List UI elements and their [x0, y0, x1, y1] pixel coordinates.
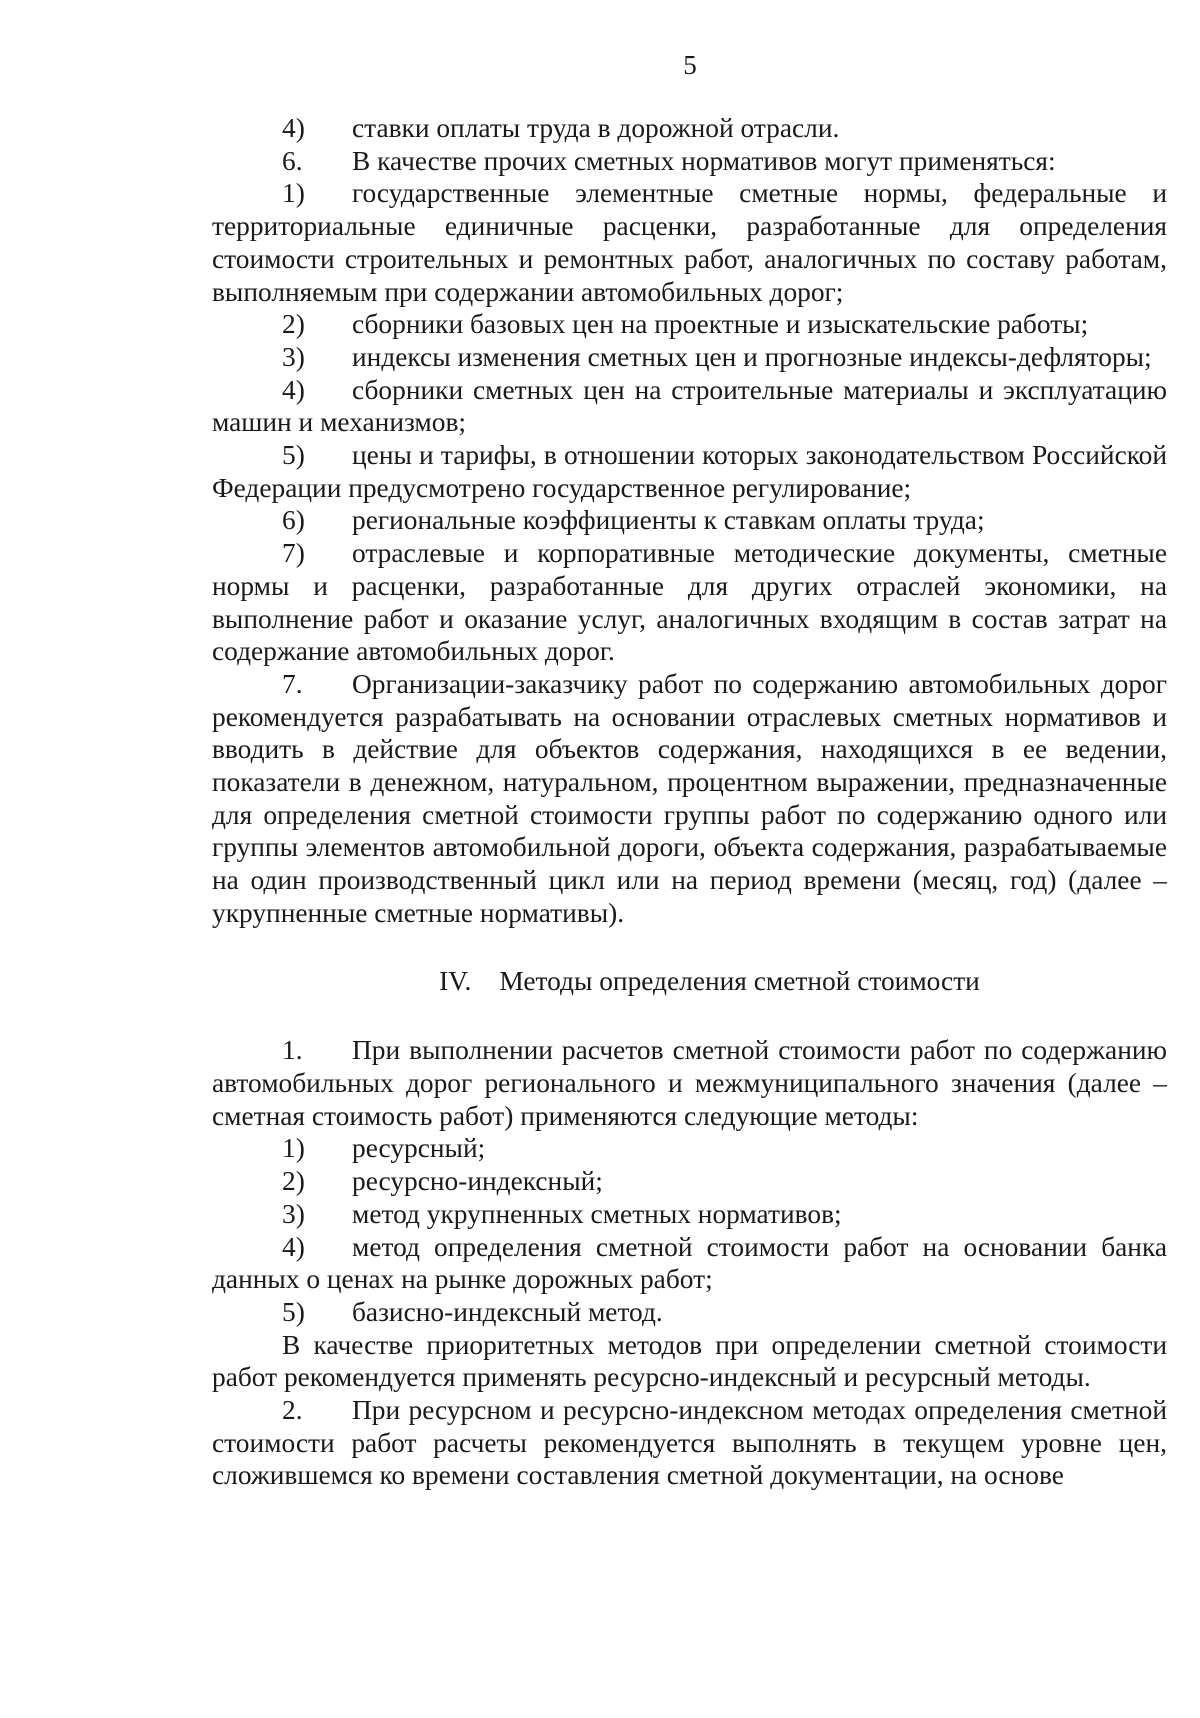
list-item-number: 3) — [282, 1198, 305, 1229]
list-item-number: 3) — [282, 341, 305, 372]
list-item-number: 5) — [282, 440, 305, 471]
list-item — [212, 668, 1167, 930]
list-item — [212, 308, 1167, 341]
list-item — [212, 112, 1167, 145]
list-section-norms — [212, 112, 1167, 930]
list-item — [212, 1165, 1167, 1198]
list-item-text: метод определения сметной стоимости работ на основании банка данных о ценах на рынке дорожных работ; — [212, 1231, 1167, 1295]
list-item-number: 1. — [282, 1035, 303, 1066]
list-item-text: ресурсно-индексный; — [352, 1166, 603, 1197]
list-section-methods — [212, 1034, 1167, 1492]
list-item-text: ставки оплаты труда в дорожной отрасли. — [352, 113, 840, 143]
list-item-text: метод укрупненных сметных нормативов; — [352, 1198, 842, 1229]
list-item-number: 5) — [282, 1296, 305, 1327]
list-item-text: ресурсный; — [352, 1133, 486, 1164]
list-item-text: сборники сметных цен на строительные материалы и эксплуатацию машин и механизмов; — [212, 374, 1167, 438]
list-item-text: региональные коэффициенты к ставкам оплаты труда; — [352, 505, 985, 536]
list-item — [212, 1034, 1167, 1132]
section-heading-number: IV. — [439, 965, 472, 996]
list-item — [212, 1132, 1167, 1165]
list-item-text: базисно-индексный метод. — [352, 1296, 663, 1327]
list-item-text: В качестве прочих сметных нормативов могут применяться: — [352, 145, 1056, 176]
list-item-number: 4) — [282, 374, 305, 405]
list-item-number: 4) — [282, 1231, 305, 1262]
list-item — [212, 1231, 1167, 1296]
list-item-number: 1) — [282, 1133, 305, 1164]
list-item-number: 2) — [282, 309, 305, 340]
list-item — [212, 145, 1167, 178]
document-body — [212, 112, 1167, 1492]
list-item-number: 2. — [282, 1395, 303, 1426]
list-item — [212, 1198, 1167, 1231]
list-item-number: 6) — [282, 505, 305, 536]
list-item — [212, 439, 1167, 504]
list-item-text: При выполнении расчетов сметной стоимости работ по содержанию автомобильных дорог регионального и межмуниципального значения (далее – сметная стоимость работ) применяются следующие методы: — [212, 1035, 1167, 1131]
list-item — [212, 341, 1167, 374]
list-item — [212, 1394, 1167, 1492]
list-item — [212, 504, 1167, 537]
list-item — [212, 1329, 1167, 1394]
list-item-text: цены и тарифы, в отношении которых законодательством Российской Федерации предусмотрено государственное регулирование; — [212, 440, 1167, 503]
list-item-number: 6. — [282, 145, 303, 176]
list-item-text: сборники базовых цен на проектные и изыскательские работы; — [352, 309, 1089, 340]
list-item-number: 4) — [282, 113, 305, 143]
list-item-text: Организации-заказчику работ по содержанию автомобильных дорог рекомендуется разрабатывать на основании отраслевых сметных нормативов и вводить в действие для объектов содержания, находящихся в ее ведении, показатели в денежном, натуральном, процентном выражении, предназначенные для определения сметной стоимости группы работ по содержанию одного или группы элементов автомобильной дороги, объекта содержания, разрабатываемые на один производственный цикл или на период времени (месяц, год) (далее – укрупненные сметные нормативы). — [212, 668, 1167, 928]
list-item-number: 1) — [282, 178, 305, 209]
list-item — [212, 1296, 1167, 1329]
list-item-text: отраслевые и корпоративные методические документы, сметные нормы и расценки, разработанные для других отраслей экономики, на выполнение работ и оказание услуг, аналогичных входящим в состав затрат на содержание автомобильных дорог. — [212, 538, 1167, 667]
list-item-text: индексы изменения сметных цен и прогнозные индексы-дефляторы; — [352, 341, 1152, 372]
list-item — [212, 537, 1167, 668]
list-item-text: В качестве приоритетных методов при определении сметной стоимости работ рекомендуется применять ресурсно-индексный и ресурсный методы. — [212, 1329, 1167, 1393]
list-item-number: 7. — [282, 668, 303, 699]
list-item-text: При ресурсном и ресурсно-индексном методах определения сметной стоимости работ расчеты рекомендуется выполнять в текущем уровне цен, сложившемся ко времени составления сметной документации, на основе — [212, 1395, 1167, 1491]
list-item — [212, 374, 1167, 439]
list-item-number: 7) — [282, 538, 305, 569]
list-item-text: государственные элементные сметные нормы, федеральные и территориальные единичные расценки, разработанные для определения стоимости строительных и ремонтных работ, аналогичных по составу работам, выполняемым при содержании автомобильных дорог; — [212, 178, 1167, 307]
list-item — [212, 177, 1167, 308]
page-number: 5 — [683, 50, 697, 80]
section-heading — [212, 965, 1167, 998]
list-item-number: 2) — [282, 1166, 305, 1197]
section-heading-title: Методы определения сметной стоимости — [499, 965, 980, 996]
